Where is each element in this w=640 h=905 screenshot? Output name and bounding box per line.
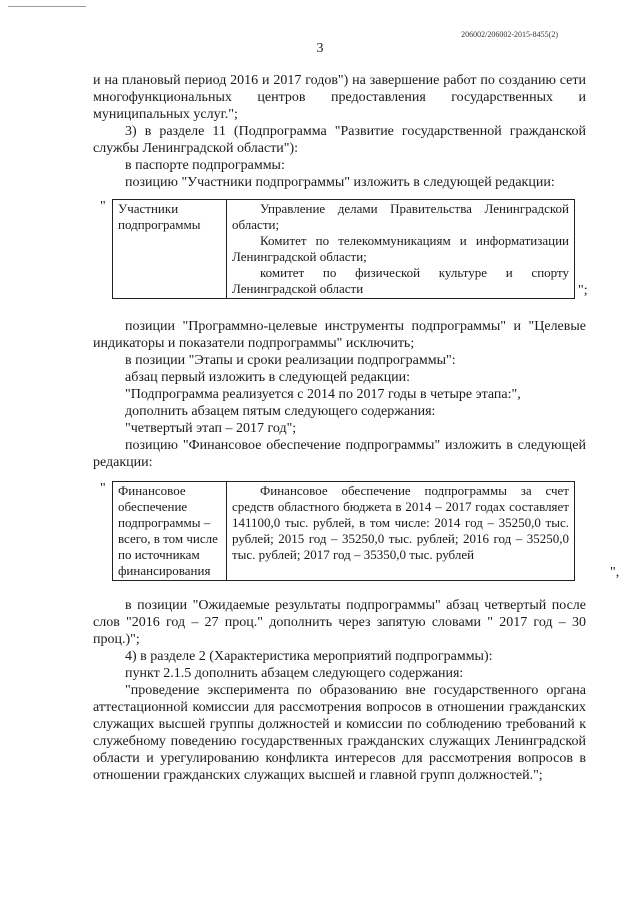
close-quote: ", — [610, 565, 620, 580]
financing-table — [112, 481, 575, 581]
open-quote: " — [100, 481, 106, 496]
paragraph: в паспорте подпрограммы: — [125, 158, 285, 173]
paragraph: абзац первый изложить в следующей редакции: — [125, 370, 411, 385]
paragraph: "четвертый этап – 2017 год"; — [125, 421, 297, 436]
paragraph: "проведение эксперимента по образованию вне государственного органа аттестационной комиссии для рассмотрения вопросов в отношении гражданских служащих высшей группы должностей и комиссии по соблюдению требований к служебному поведению государственных гражданских служащих Ленинградской области и урегулированию конфликта интересов для рассмотрения вопросов в отношении гражданских служащих высшей и главной групп должностей."; — [93, 683, 586, 783]
scan-corner-mark — [8, 6, 86, 7]
participants-table — [112, 199, 575, 299]
participant-item: Комитет по телекоммуникациям и информатизации Ленинградской области; — [232, 233, 569, 264]
text-block-1 — [93, 72, 586, 191]
text-block-3 — [93, 597, 586, 784]
paragraph: позицию "Участники подпрограммы" изложить в следующей редакции: — [125, 175, 555, 190]
paragraph: дополнить абзацем пятым следующего содержания: — [125, 404, 436, 419]
paragraph: позицию "Финансовое обеспечение подпрограммы" изложить в следующей редакции: — [93, 438, 586, 470]
text-block-2 — [93, 318, 586, 471]
financing-description: Финансовое обеспечение подпрограммы за счет средств областного бюджета в 2014 – 2017 годах составляет 141100,0 тыс. рублей, в том числе: 2014 год – 35250,0 тыс. рублей; 2015 год – 35250,0 тыс. рублей; 2016 год – 35250,0 тыс. рублей; 2017 год – 35350,0 тыс. рублей — [232, 483, 569, 562]
participant-item: Управление делами Правительства Ленинградской области; — [232, 201, 569, 232]
participants-list — [227, 200, 575, 299]
paragraph: пункт 2.1.5 дополнить абзацем следующего содержания: — [125, 666, 464, 681]
paragraph: и на плановый период 2016 и 2017 годов") на завершение работ по созданию сети многофункциональных центров предоставления государственных и муниципальных услуг."; — [93, 73, 586, 122]
financing-text — [227, 482, 575, 581]
document-code: 206002/206002-2015-8455(2) — [461, 30, 558, 39]
participants-label: Участники подпрограммы — [113, 200, 227, 299]
paragraph: позиции "Программно-целевые инструменты подпрограммы" и "Целевые индикаторы и показатели подпрограммы" исключить; — [93, 319, 586, 351]
open-quote: " — [100, 199, 106, 214]
paragraph: 4) в разделе 2 (Характеристика мероприятий подпрограммы): — [125, 649, 493, 664]
participant-item: комитет по физической культуре и спорту Ленинградской области — [232, 265, 569, 296]
paragraph: в позиции "Ожидаемые результаты подпрограммы" абзац четвертый после слов "2016 год – 27 проц." дополнить через запятую словами " 2017 год – 30 проц.)"; — [93, 598, 586, 647]
financing-label: Финансовое обеспечение подпрограммы – всего, в том числе по источникам финансирования — [113, 482, 227, 581]
paragraph: "Подпрограмма реализуется с 2014 по 2017 годы в четыре этапа:", — [125, 387, 521, 402]
page-number: 3 — [316, 41, 324, 56]
close-quote: "; — [578, 283, 588, 298]
paragraph: 3) в разделе 11 (Подпрограмма "Развитие государственной гражданской службы Ленинградской области"): — [93, 124, 586, 156]
paragraph: в позиции "Этапы и сроки реализации подпрограммы": — [125, 353, 456, 368]
